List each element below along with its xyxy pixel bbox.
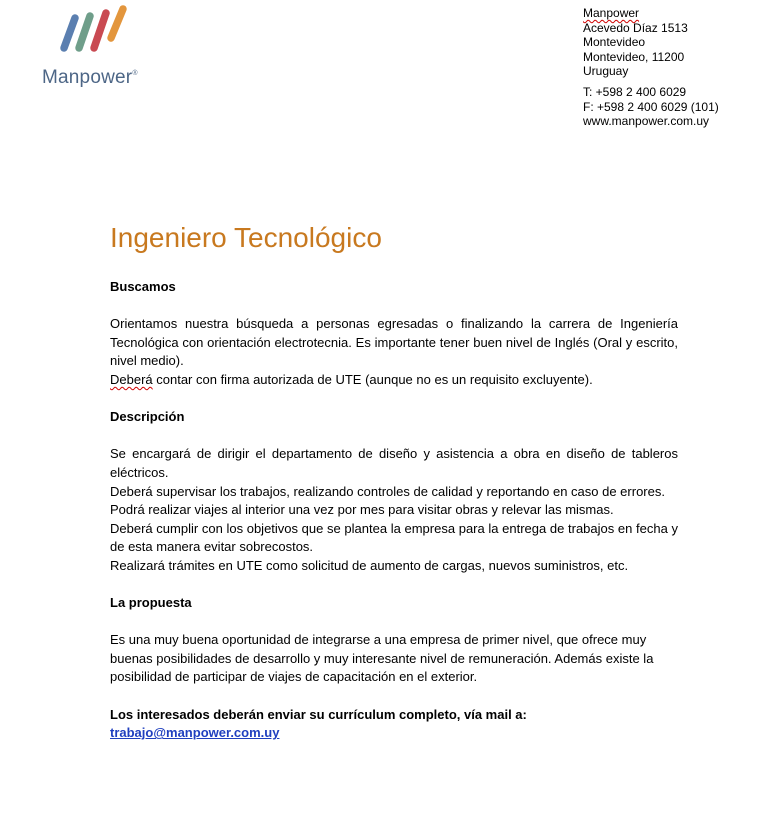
descripcion-item: Deberá supervisar los trabajos, realizando controles de calidad y reportando en caso de errores. (110, 483, 665, 499)
descripcion-item: Deberá cumplir con los objetivos que se plantea la empresa para la entrega de trabajos en fecha y de esta manera evitar sobrecostos. (110, 520, 678, 555)
email-line (110, 724, 678, 743)
country-line: Uruguay (583, 64, 629, 79)
document-body (110, 278, 678, 743)
manpower-stripes-icon (50, 4, 134, 56)
city-line: Montevideo (583, 35, 646, 50)
paragraph-firma: Deberá contar con firma autorizada de UTE (aunque no es un requisito excluyente). (110, 371, 593, 387)
address-line: Acevedo Díaz 1513 (583, 20, 688, 35)
phone-line: T: +598 2 400 6029 (583, 84, 687, 99)
logo-wordmark: Manpower® (42, 67, 138, 88)
fax-line: F: +598 2 400 6029 (101) (583, 99, 719, 114)
document-title: Ingeniero Tecnológico (110, 222, 382, 253)
heading-buscamos: Buscamos (110, 279, 176, 294)
heading-descripcion: Descripción (110, 409, 185, 425)
web-line: www.manpower.com.uy (583, 114, 710, 129)
cta-text: Los interesados deberán enviar su currículum completo, vía mail a: (110, 706, 527, 722)
company-name: Manpower (583, 6, 640, 20)
paragraph-propuesta: Es una muy buena oportunidad de integrarse a una empresa de primer nivel, que ofrece muy buenas posibilidades de desarrollo y muy interesante nivel de remuneración. Además existe la posibilidad de participar de viajes de capacitación en el exterior. (110, 632, 654, 685)
city-zip-line: Montevideo, 11200 (583, 49, 685, 64)
descripcion-item: Realizará trámites en UTE como solicitud de aumento de cargas, nuevos suministros, etc. (110, 557, 629, 573)
descripcion-item: Podrá realizar viajes al interior una vez por mes para visitar obras y relevar las mismas. (110, 502, 614, 518)
email-link[interactable]: trabajo@manpower.com.uy (110, 725, 280, 741)
manpower-logo (42, 4, 152, 90)
contact-block (583, 6, 719, 129)
heading-propuesta: La propuesta (110, 595, 192, 611)
paragraph-buscamos: Orientamos nuestra búsqueda a personas egresadas o finalizando la carrera de Ingeniería Tecnológica con orientación electrotecnia. Es importante tener buen nivel de Inglés (Oral y escrito, nivel medio). (110, 316, 678, 369)
descripcion-item: Se encargará de dirigir el departamento de diseño y asistencia a obra en diseño de tableros eléctricos. (110, 446, 678, 480)
